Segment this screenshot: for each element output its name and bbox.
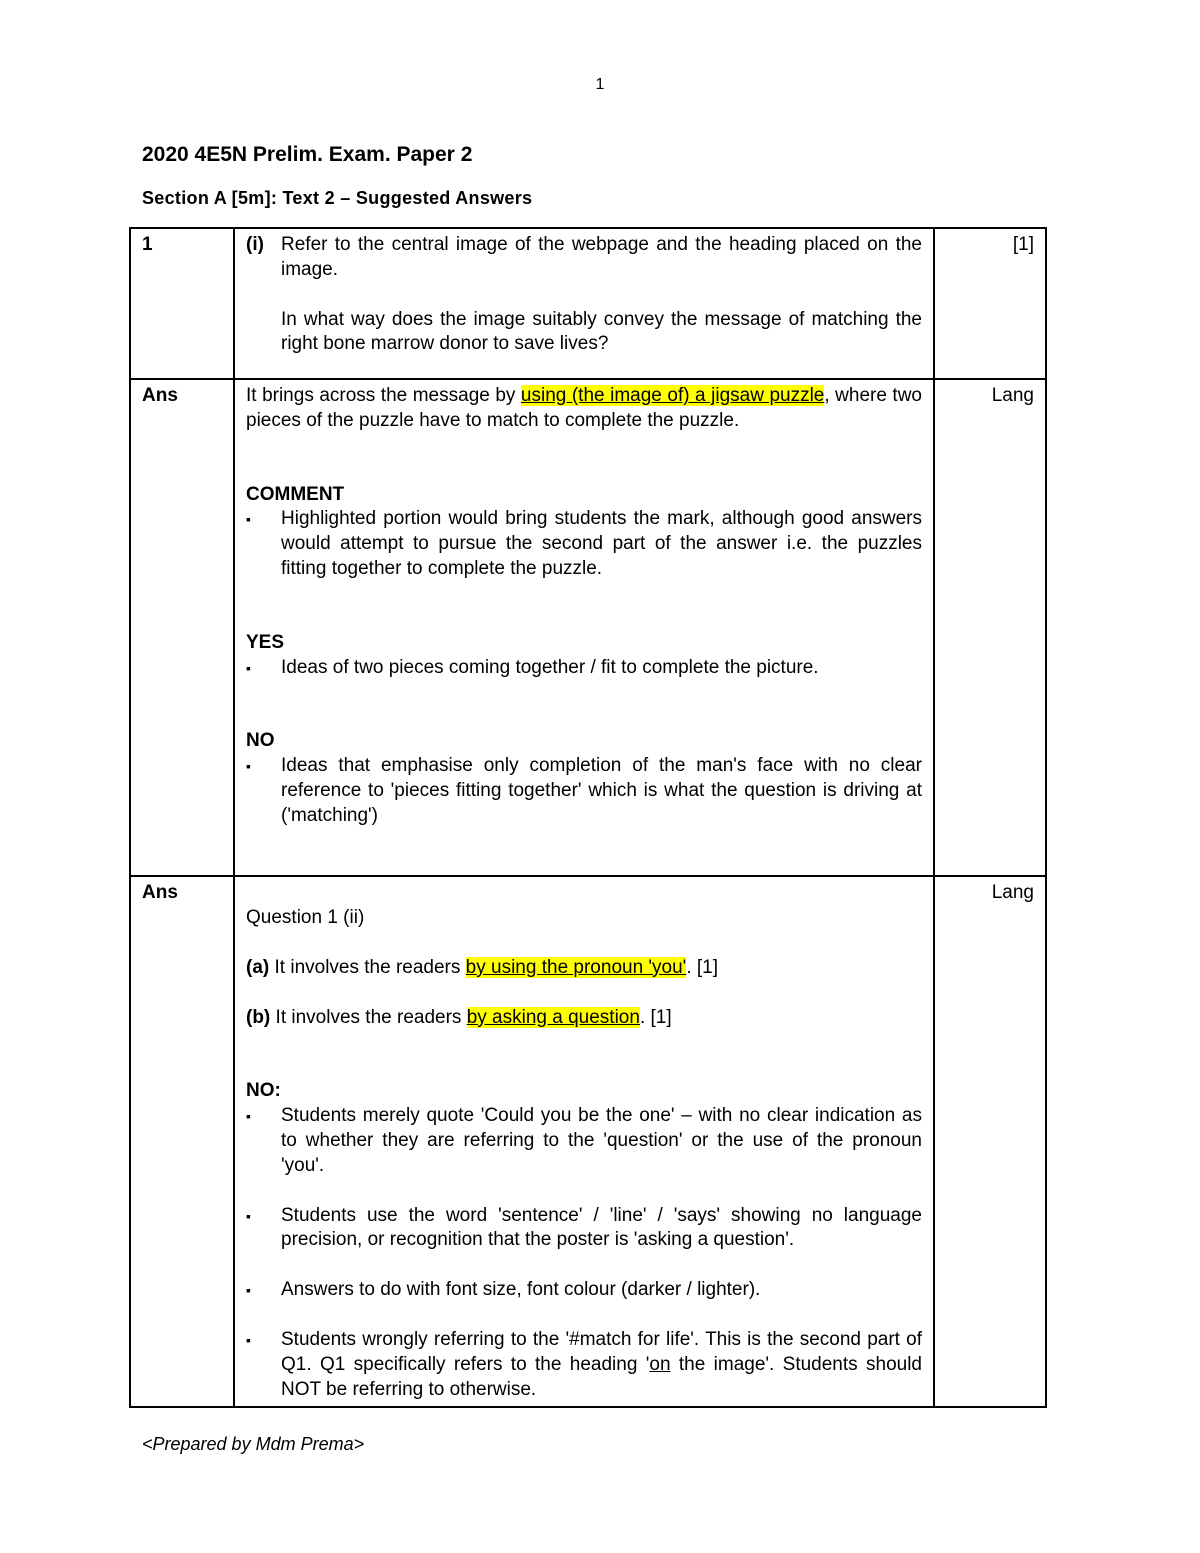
answer-marks: Lang	[934, 876, 1046, 1407]
document-title: 2020 4E5N Prelim. Exam. Paper 2	[142, 143, 473, 166]
answer-row-1	[130, 379, 1046, 876]
question-line-2: In what way does the image suitably convey the message of matching the right bone marrow donor to save lives?	[281, 308, 922, 355]
list-item: ▪ Highlighted portion would bring students the mark, although good answers would attempt to pursue the second part of the answer i.e. the puzzles fitting together to complete the puzzle.	[246, 507, 922, 581]
highlighted-answer: using (the image of) a jigsaw puzzle	[520, 385, 825, 406]
bullet-icon: ▪	[246, 659, 251, 676]
bullet-icon: ▪	[246, 511, 251, 528]
list-item: ▪ Students wrongly referring to the '#match for life'. This is the second part of Q1. Q1 specifically refers to the heading 'on the image'. Students should NOT be referring to otherwise.	[246, 1328, 922, 1402]
footer-author: <Prepared by Mdm Prema>	[142, 1434, 365, 1454]
highlighted-answer: by asking a question	[466, 1006, 640, 1028]
list-item: ▪ Answers to do with font size, font colour (darker / lighter).	[246, 1278, 922, 1303]
answer-content	[234, 876, 934, 1407]
bullet-icon: ▪	[246, 758, 251, 775]
list-item: ▪ Students use the word 'sentence' / 'line' / 'says' showing no language precision, or recognition that the poster is 'asking a question'.	[246, 1204, 922, 1254]
answer-table	[129, 227, 1047, 1408]
answer-part-a: (a) It involves the readers by using the pronoun 'you'. [1]	[246, 956, 718, 978]
bullet-icon: ▪	[246, 1331, 251, 1348]
bullet-icon: ▪	[246, 1108, 251, 1125]
question-number: 1	[130, 228, 234, 379]
answer-row-2	[130, 876, 1046, 1407]
list-item: ▪ Ideas that emphasise only completion of the man's face with no clear reference to 'pieces fitting together' which is what the question is driving at ('matching')	[246, 754, 922, 828]
bullet-icon: ▪	[246, 1282, 251, 1299]
answer-content	[234, 379, 934, 876]
no-heading: NO	[246, 730, 275, 752]
list-item: ▪ Ideas of two pieces coming together / fit to complete the picture.	[246, 656, 922, 681]
answer-marks: Lang	[934, 379, 1046, 876]
question-row	[130, 228, 1046, 379]
question-part-label: (i)	[246, 234, 264, 255]
question-marks: [1]	[934, 228, 1046, 379]
no-heading: NO:	[246, 1080, 281, 1102]
page-number: 1	[595, 76, 605, 93]
question-line-1: Refer to the central image of the webpage and the heading placed on the image.	[281, 234, 922, 280]
section-title: Section A [5m]: Text 2 – Suggested Answers	[142, 188, 533, 208]
yes-heading: YES	[246, 631, 285, 653]
bullet-icon: ▪	[246, 1207, 251, 1224]
answer-label: Ans	[130, 379, 234, 876]
comment-heading: COMMENT	[246, 483, 345, 505]
question-part	[246, 233, 922, 283]
highlighted-answer: by using the pronoun 'you'	[465, 956, 687, 978]
question-reference: Question 1 (ii)	[246, 907, 365, 928]
answer-sentence: It brings across the message by using (the image of) a jigsaw puzzle, where two pieces of the puzzle have to match to complete the puzzle.	[246, 385, 922, 431]
question-text-cell	[234, 228, 934, 379]
answer-part-b: (b) It involves the readers by asking a question. [1]	[246, 1006, 672, 1028]
answer-label: Ans	[130, 876, 234, 1407]
list-item: ▪ Students merely quote 'Could you be the one' – with no clear indication as to whether they are referring to the 'question' or the use of the pronoun 'you'.	[246, 1104, 922, 1178]
